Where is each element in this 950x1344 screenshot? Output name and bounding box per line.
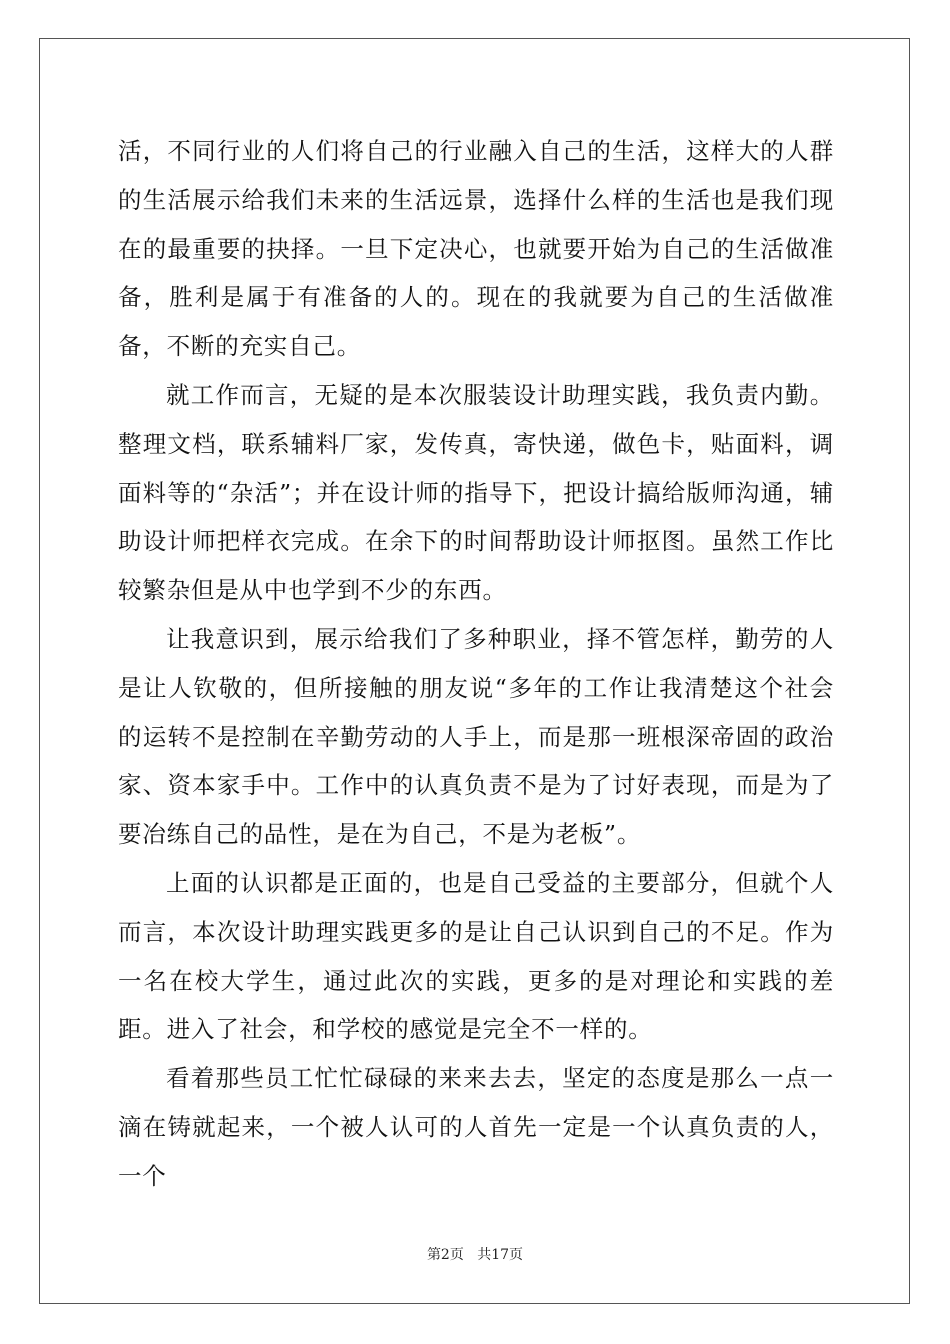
page-number: 第2页: [426, 1247, 464, 1263]
paragraph-2: 就工作而言，无疑的是本次服装设计助理实践，我负责内勤。整理文档，联系辅料厂家，发传真，寄快递，做色卡，贴面料，调面料等的“杂活”；并在设计师的指导下，把设计搞给版师沟通，辅助设计师把样衣完成。在余下的时间帮助设计师抠图。虽然工作比较繁杂但是从中也学到不少的东西。: [118, 380, 834, 605]
document-body: [118, 127, 834, 1201]
total-pages: 共17页: [477, 1247, 524, 1263]
paragraph-1: 活，不同行业的人们将自己的行业融入自己的生活，这样大的人群的生活展示给我们未来的生活远景，选择什么样的生活也是我们现在的最重要的抉择。一旦下定决心，也就要开始为自己的生活做准备，胜利是属于有准备的人的。现在的我就要为自己的生活做准备，不断的充实自己。: [118, 137, 834, 361]
paragraph-5: 看着那些员工忙忙碌碌的来来去去，坚定的态度是那么一点一滴在铸就起来，一个被人认可的人首先一定是一个认真负责的人，一个: [118, 1064, 834, 1190]
paragraph-3: 让我意识到，展示给我们了多种职业，择不管怎样，勤劳的人是让人钦敬的，但所接触的朋友说“多年的工作让我清楚这个社会的运转不是控制在辛勤劳动的人手上，而是那一班根深帝固的政治家、资本家手中。工作中的认真负责不是为了讨好表现，而是为了要冶练自己的品性，是在为自己，不是为老板”。: [118, 624, 834, 849]
paragraph-4: 上面的认识都是正面的，也是自己受益的主要部分，但就个人而言，本次设计助理实践更多的是让自己认识到自己的不足。作为一名在校大学生，通过此次的实践，更多的是对理论和实践的差距。进入了社会，和学校的感觉是完全不一样的。: [118, 868, 834, 1044]
footer-gap: [464, 1247, 477, 1263]
page-footer: [0, 1246, 950, 1264]
